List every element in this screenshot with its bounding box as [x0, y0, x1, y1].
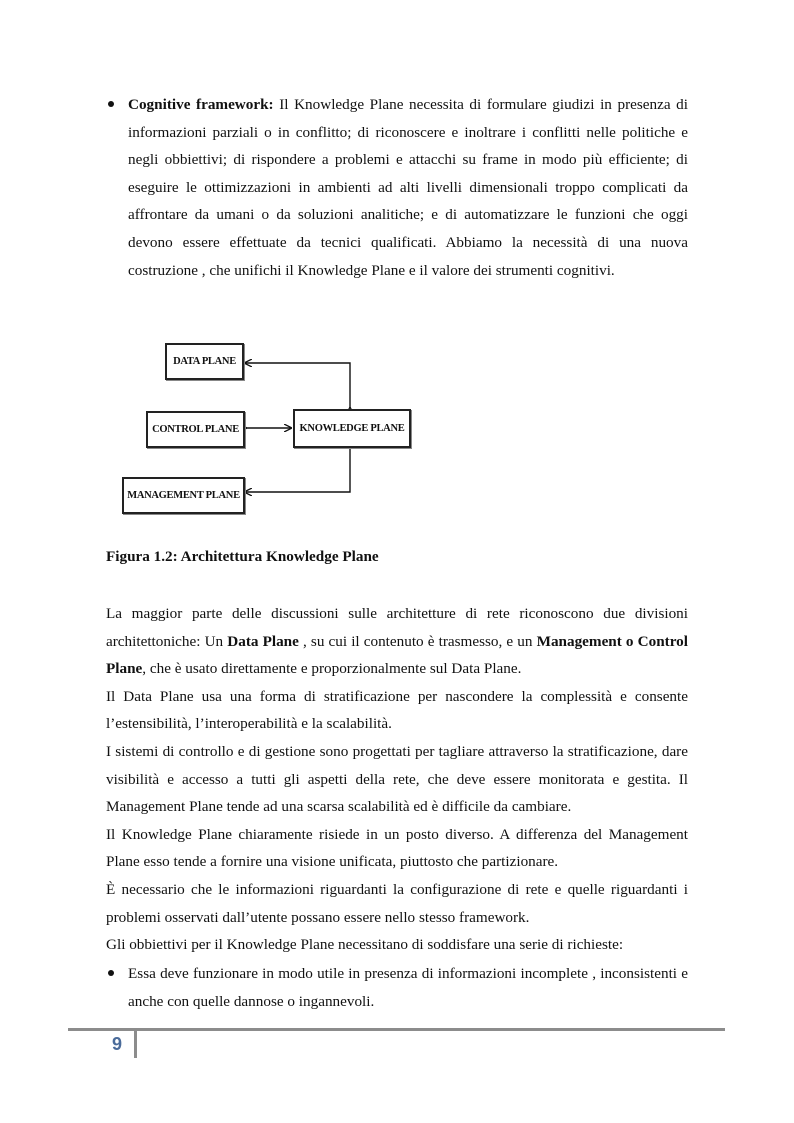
footer-rule — [68, 1028, 725, 1031]
connector-knowledge-to-management — [245, 446, 350, 492]
requirement-text: Essa deve funzionare in modo utile in presenza di informazioni incomplete , inconsistenti e anche con quelle dannose o ingannevoli. — [128, 965, 688, 1010]
management-plane-box: MANAGEMENT PLANE — [122, 477, 245, 514]
control-plane-box: CONTROL PLANE — [146, 411, 245, 448]
figure-caption: Figura 1.2: Architettura Knowledge Plane — [106, 548, 379, 565]
connector-knowledge-to-data — [245, 363, 350, 408]
paragraph-1-text-c: , che è usato direttamente e proporzionalmente sul Data Plane. — [142, 660, 522, 678]
page-number: 9 — [112, 1034, 123, 1054]
cognitive-framework-bullet — [128, 91, 688, 284]
footer-separator — [134, 1031, 137, 1058]
bullet-body: Il Knowledge Plane necessita di formulare giudizi in presenza di informazioni parziali o in conflitto; di riconoscere e inoltrare i conflitti nelle politiche e negli obbiettivi; di rispondere a problemi e attacchi su frame in modo più efficiente; di eseguire le ottimizzazioni in ambienti ad alti livelli dimensionali troppo complicati da affrontare da umani o da soluzioni analitiche; e di automatizzare le funzioni che oggi devono essere effettuate da tecnici qualificati. Abbiamo la necessità di una nuova costruzione , che unifichi il Knowledge Plane e il valore dei strumenti cognitivi. — [128, 96, 688, 279]
body-text — [106, 600, 688, 959]
paragraph-1-text-b: , su cui il contenuto è trasmesso, e un — [298, 632, 537, 650]
requirement-bullet — [128, 960, 688, 1015]
architecture-diagram — [115, 335, 425, 520]
data-plane-box: DATA PLANE — [165, 343, 244, 380]
paragraph-5: È necessario che le informazioni riguardanti la configurazione di rete e quelle riguardanti i problemi osservati dall’utente possano essere nello stesso framework. — [106, 880, 688, 926]
bullet-dot — [108, 101, 114, 107]
term-management-control-plane: Management o Control Plane — [106, 632, 688, 678]
term-data-plane: Data Plane — [227, 632, 299, 650]
paragraph-2: Il Data Plane usa una forma di stratificazione per nascondere la complessità e consente l’estensibilità, l’interoperabilità e la scalabilità. — [106, 687, 688, 733]
bullet-term: Cognitive framework: — [128, 96, 274, 113]
bullet-text — [128, 91, 688, 284]
bullet-dot — [108, 970, 114, 976]
paragraph-1-text-a: La maggior parte delle discussioni sulle architetture di rete riconoscono due divisioni architettoniche: Un — [106, 605, 688, 650]
paragraph-4: Il Knowledge Plane chiaramente risiede in un posto diverso. A differenza del Management Plane esso tende a fornire una visione unificata, piuttosto che partizionare. — [106, 825, 688, 871]
paragraph-3: I sistemi di controllo e di gestione sono progettati per tagliare attraverso la stratificazione, dare visibilità e accesso a tutti gli aspetti della rete, che deve essere monitorata e gestita. Il Management Plane tende ad una scarsa scalabilità ed è difficile da cambiare. — [106, 742, 688, 816]
knowledge-plane-box: KNOWLEDGE PLANE — [293, 409, 411, 448]
paragraph-1 — [106, 600, 688, 683]
paragraph-6: Gli obbiettivi per il Knowledge Plane necessitano di soddisfare una serie di richieste: — [106, 936, 624, 954]
